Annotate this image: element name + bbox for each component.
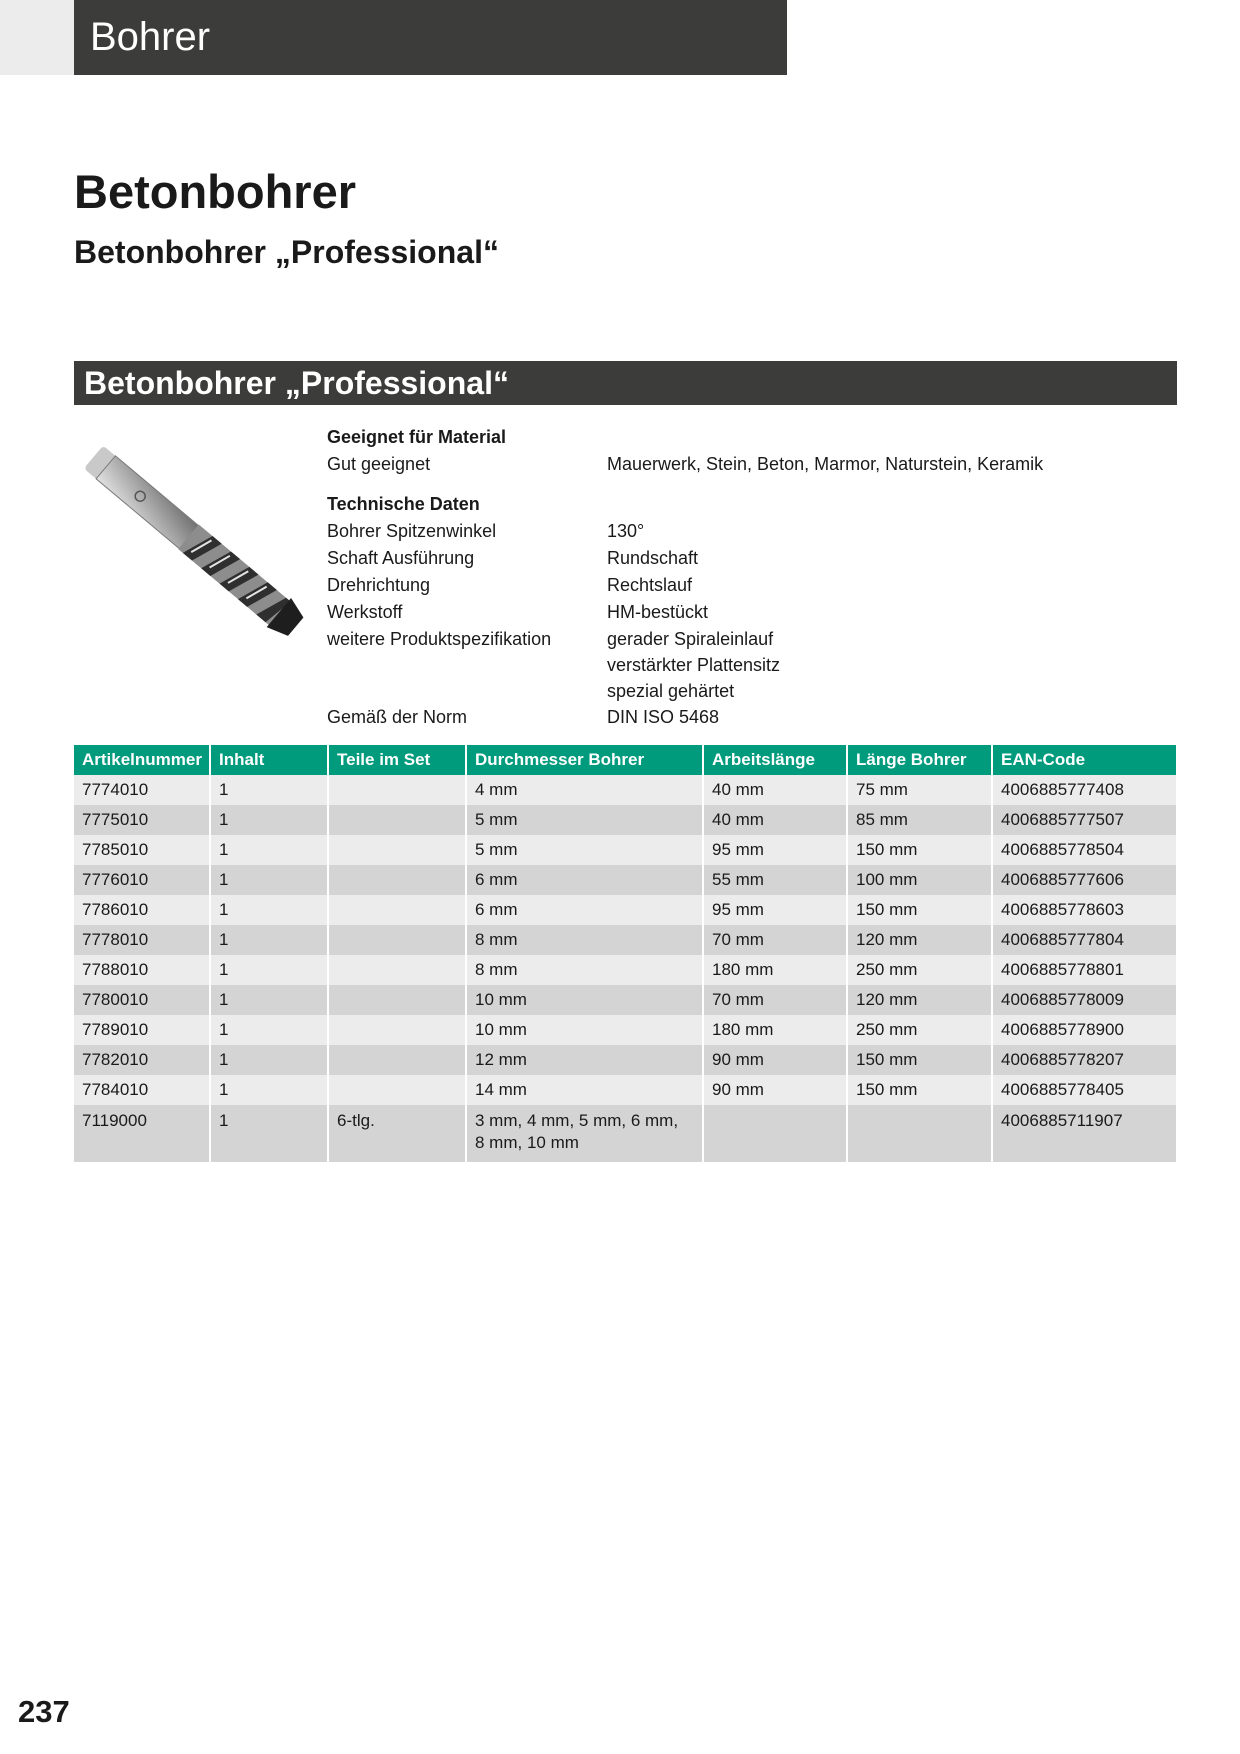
corner-block [0, 0, 74, 75]
table-cell [328, 775, 466, 805]
table-cell: 6 mm [466, 895, 703, 925]
table-cell: 95 mm [703, 835, 847, 865]
spec-row [327, 545, 1187, 572]
spec-block [327, 424, 1187, 731]
column-header: Teile im Set [328, 745, 466, 775]
table-cell: 7785010 [74, 835, 210, 865]
table-cell: 75 mm [847, 775, 992, 805]
table-cell: 6-tlg. [328, 1105, 466, 1162]
category-header: Bohrer [74, 0, 787, 75]
table-cell: 8 mm [466, 925, 703, 955]
table-cell: 150 mm [847, 835, 992, 865]
table-cell: 4006885778603 [992, 895, 1176, 925]
spec-row [327, 626, 1187, 704]
table-cell: 1 [210, 1075, 328, 1105]
table-cell: 4006885778405 [992, 1075, 1176, 1105]
table-cell: 7784010 [74, 1075, 210, 1105]
table-header-row [74, 745, 1176, 775]
table-cell: 150 mm [847, 1045, 992, 1075]
table-cell [328, 1075, 466, 1105]
table-body [74, 775, 1176, 1162]
table-cell: 120 mm [847, 985, 992, 1015]
table-row [74, 1075, 1176, 1105]
column-header: Arbeitslänge [703, 745, 847, 775]
table-cell: 85 mm [847, 805, 992, 835]
spec-label: weitere Produktspezifikation [327, 629, 552, 649]
table-cell: 120 mm [847, 925, 992, 955]
spec-row [327, 572, 1187, 599]
spec-values [607, 545, 698, 572]
spec-value: Mauerwerk, Stein, Beton, Marmor, Naturstein, Keramik [607, 454, 1044, 474]
table-cell: 6 mm [466, 865, 703, 895]
table-cell: 7119000 [74, 1105, 210, 1162]
table-cell: 180 mm [703, 1015, 847, 1045]
table-row [74, 985, 1176, 1015]
table-cell: 7782010 [74, 1045, 210, 1075]
table-cell: 1 [210, 1045, 328, 1075]
tech-rows [327, 518, 1187, 731]
material-rows [327, 451, 1187, 478]
table-cell: 250 mm [847, 1015, 992, 1045]
spec-label: Werkstoff [327, 602, 403, 622]
column-header: Durchmesser Bohrer [466, 745, 703, 775]
table-cell: 150 mm [847, 895, 992, 925]
table-row [74, 805, 1176, 835]
table-cell: 55 mm [703, 865, 847, 895]
table-row [74, 925, 1176, 955]
page-title: Betonbohrer [74, 165, 356, 218]
table-cell: 7778010 [74, 925, 210, 955]
table-cell: 7780010 [74, 985, 210, 1015]
table-cell: 4006885778801 [992, 955, 1176, 985]
page-subtitle: Betonbohrer „Professional“ [74, 234, 499, 270]
table-cell [328, 865, 466, 895]
spec-value: spezial gehärtet [607, 681, 735, 701]
spec-value: verstärkter Plattensitz [607, 655, 781, 675]
table-cell [328, 1015, 466, 1045]
table-cell: 250 mm [847, 955, 992, 985]
table-cell [328, 1045, 466, 1075]
table-cell: 10 mm [466, 1015, 703, 1045]
table-cell: 7786010 [74, 895, 210, 925]
table-row [74, 1015, 1176, 1045]
table-cell: 7776010 [74, 865, 210, 895]
table-cell: 1 [210, 925, 328, 955]
page-number: 237 [18, 1694, 70, 1729]
table-cell: 4006885778900 [992, 1015, 1176, 1045]
table-cell [328, 925, 466, 955]
table-cell: 40 mm [703, 805, 847, 835]
table-cell: 1 [210, 985, 328, 1015]
table-cell: 3 mm, 4 mm, 5 mm, 6 mm, 8 mm, 10 mm [466, 1105, 703, 1162]
table-cell: 1 [210, 955, 328, 985]
spec-value: HM-bestückt [607, 602, 709, 622]
spec-value: Rechtslauf [607, 575, 693, 595]
table-cell: 95 mm [703, 895, 847, 925]
table-cell [328, 895, 466, 925]
spec-label: Bohrer Spitzenwinkel [327, 521, 497, 541]
table-cell: 1 [210, 805, 328, 835]
table-row [74, 1045, 1176, 1075]
table-cell: 150 mm [847, 1075, 992, 1105]
table-cell: 4006885777408 [992, 775, 1176, 805]
table-row [74, 955, 1176, 985]
spec-label: Gemäß der Norm [327, 707, 468, 727]
table-cell: 4006885711907 [992, 1105, 1176, 1162]
table-cell: 180 mm [703, 955, 847, 985]
table-cell [328, 835, 466, 865]
table-cell: 40 mm [703, 775, 847, 805]
column-header: Artikelnummer [74, 745, 210, 775]
table-cell: 7788010 [74, 955, 210, 985]
table-cell: 1 [210, 775, 328, 805]
spec-value: DIN ISO 5468 [607, 707, 720, 727]
table-cell: 4006885777804 [992, 925, 1176, 955]
table-row [74, 895, 1176, 925]
table-cell: 7774010 [74, 775, 210, 805]
table-cell: 8 mm [466, 955, 703, 985]
table-cell [847, 1105, 992, 1162]
table-cell [328, 985, 466, 1015]
table-row [74, 865, 1176, 895]
table-cell: 5 mm [466, 835, 703, 865]
spec-value: 130° [607, 521, 645, 541]
table-cell: 90 mm [703, 1045, 847, 1075]
spec-row [327, 704, 1187, 731]
material-heading: Geeignet für Material [327, 427, 507, 447]
table-cell [703, 1105, 847, 1162]
spec-label: Schaft Ausführung [327, 548, 475, 568]
product-table [74, 745, 1176, 1162]
spec-values [607, 626, 780, 704]
tech-heading: Technische Daten [327, 494, 480, 514]
table-cell [328, 805, 466, 835]
table-cell: 100 mm [847, 865, 992, 895]
spec-row [327, 599, 1187, 626]
table-cell: 1 [210, 865, 328, 895]
column-header: Länge Bohrer [847, 745, 992, 775]
table-cell: 1 [210, 1105, 328, 1162]
spec-value: Rundschaft [607, 548, 699, 568]
table-cell: 12 mm [466, 1045, 703, 1075]
spec-row [327, 451, 1187, 478]
table-cell: 4006885778009 [992, 985, 1176, 1015]
table-row [74, 835, 1176, 865]
column-header: Inhalt [210, 745, 328, 775]
table-cell: 4 mm [466, 775, 703, 805]
spec-label: Drehrichtung [327, 575, 431, 595]
table-cell: 10 mm [466, 985, 703, 1015]
section-title: Betonbohrer „Professional“ [74, 361, 1177, 405]
drill-bit-icon [70, 418, 310, 658]
table-row [74, 1105, 1176, 1162]
spec-label: Gut geeignet [327, 454, 431, 474]
table-cell: 5 mm [466, 805, 703, 835]
table-cell: 4006885778207 [992, 1045, 1176, 1075]
spec-values [607, 518, 644, 545]
table-cell: 4006885778504 [992, 835, 1176, 865]
table-cell: 1 [210, 835, 328, 865]
table-cell: 1 [210, 895, 328, 925]
table-cell: 90 mm [703, 1075, 847, 1105]
spec-value: gerader Spiraleinlauf [607, 629, 774, 649]
spec-values [607, 572, 692, 599]
column-header: EAN-Code [992, 745, 1176, 775]
spec-row [327, 518, 1187, 545]
spec-values [607, 451, 1043, 478]
table-cell: 4006885777606 [992, 865, 1176, 895]
table-cell: 70 mm [703, 985, 847, 1015]
table-cell: 4006885777507 [992, 805, 1176, 835]
table-cell [328, 955, 466, 985]
table-cell: 70 mm [703, 925, 847, 955]
table-row [74, 775, 1176, 805]
table-cell: 7789010 [74, 1015, 210, 1045]
table-cell: 14 mm [466, 1075, 703, 1105]
spec-values [607, 704, 719, 731]
table-cell: 7775010 [74, 805, 210, 835]
table-cell: 1 [210, 1015, 328, 1045]
spec-values [607, 599, 708, 626]
